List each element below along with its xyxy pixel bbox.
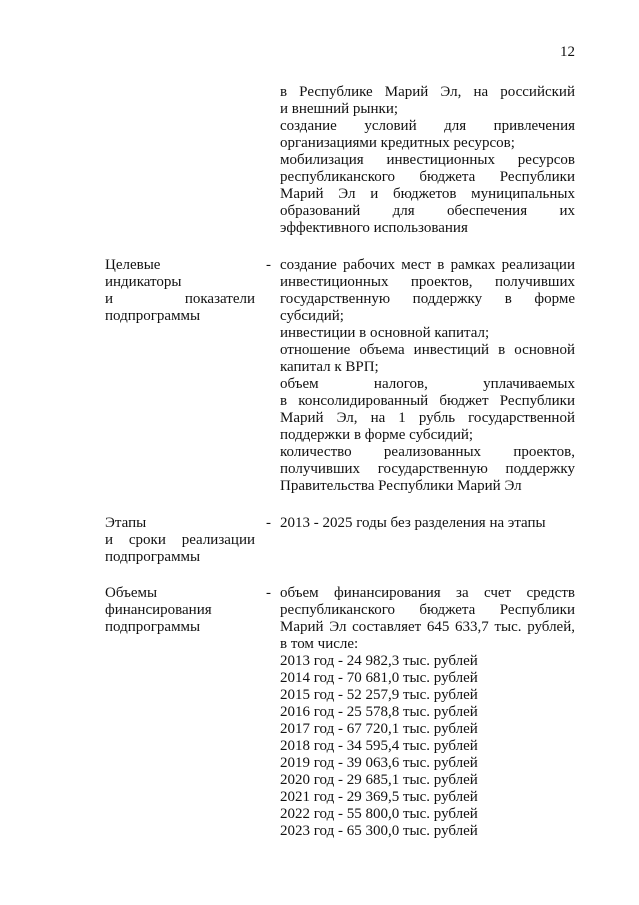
section-content-line: объем налогов, уплачиваемых [280,376,575,392]
section-content-line: получивших государственную поддержку [280,461,575,477]
section-content-line: в консолидированный бюджет Республики [280,393,575,409]
section-content-line: инвестиционных проектов, получивших [280,274,575,290]
intro-line: создание условий для привлечения [280,118,575,134]
section-label-line: и показатели [105,291,255,307]
funding-year-line: 2023 год - 65 300,0 тыс. рублей [280,823,478,839]
section-dash: - [266,257,271,273]
intro-line: и внешний рынки; [280,101,399,117]
funding-year-line: 2022 год - 55 800,0 тыс. рублей [280,806,478,822]
section-label-line: индикаторы [105,274,182,290]
section-content-line: отношение объема инвестиций в основной [280,342,575,358]
funding-year-line: 2020 год - 29 685,1 тыс. рублей [280,772,478,788]
funding-year-line: 2013 год - 24 982,3 тыс. рублей [280,653,478,669]
section-content-line: Марий Эл, на 1 рубль государственной [280,410,575,426]
section-dash: - [266,515,271,531]
section-label-line: и сроки реализации [105,532,255,548]
section-content-line: субсидий; [280,308,344,324]
intro-line: образований для обеспечения их [280,203,575,219]
intro-line: мобилизация инвестиционных ресурсов [280,152,575,168]
funding-year-line: 2016 год - 25 578,8 тыс. рублей [280,704,478,720]
section-label-line: Объемы [105,585,158,601]
section-label-line: подпрограммы [105,308,201,324]
intro-line: организациями кредитных ресурсов; [280,135,515,151]
section-content-line: инвестиции в основной капитал; [280,325,490,341]
funding-year-line: 2019 год - 39 063,6 тыс. рублей [280,755,478,771]
section-label-line: финансирования [105,602,212,618]
funding-year-line: 2015 год - 52 257,9 тыс. рублей [280,687,478,703]
section-label-line: подпрограммы [105,619,201,635]
page-number: 12 [560,44,575,60]
section-content-line: в том числе: [280,636,359,652]
section-content-line: капитал к ВРП; [280,359,379,375]
section-label-line: подпрограммы [105,549,201,565]
section-content-line: 2013 - 2025 годы без разделения на этапы [280,515,546,531]
section-content-line: количество реализованных проектов, [280,444,575,460]
section-label-line: Этапы [105,515,147,531]
section-content-line: объем финансирования за счет средств [280,585,575,601]
section-content-line: республиканского бюджета Республики [280,602,575,618]
funding-year-line: 2014 год - 70 681,0 тыс. рублей [280,670,478,686]
intro-line: в Республике Марий Эл, на российский [280,84,575,100]
section-content-line: Правительства Республики Марий Эл [280,478,522,494]
intro-line: республиканского бюджета Республики [280,169,575,185]
section-content-line: создание рабочих мест в рамках реализации [280,257,575,273]
section-label-line: Целевые [105,257,161,273]
funding-year-line: 2017 год - 67 720,1 тыс. рублей [280,721,478,737]
section-content-line: поддержки в форме субсидий; [280,427,474,443]
section-content-line: государственную поддержку в форме [280,291,575,307]
section-content-line: Марий Эл составляет 645 633,7 тыс. рублей, [280,619,575,635]
intro-line: Марий Эл и бюджетов муниципальных [280,186,575,202]
funding-year-line: 2018 год - 34 595,4 тыс. рублей [280,738,478,754]
intro-line: эффективного использования [280,220,468,236]
section-dash: - [266,585,271,601]
funding-year-line: 2021 год - 29 369,5 тыс. рублей [280,789,478,805]
